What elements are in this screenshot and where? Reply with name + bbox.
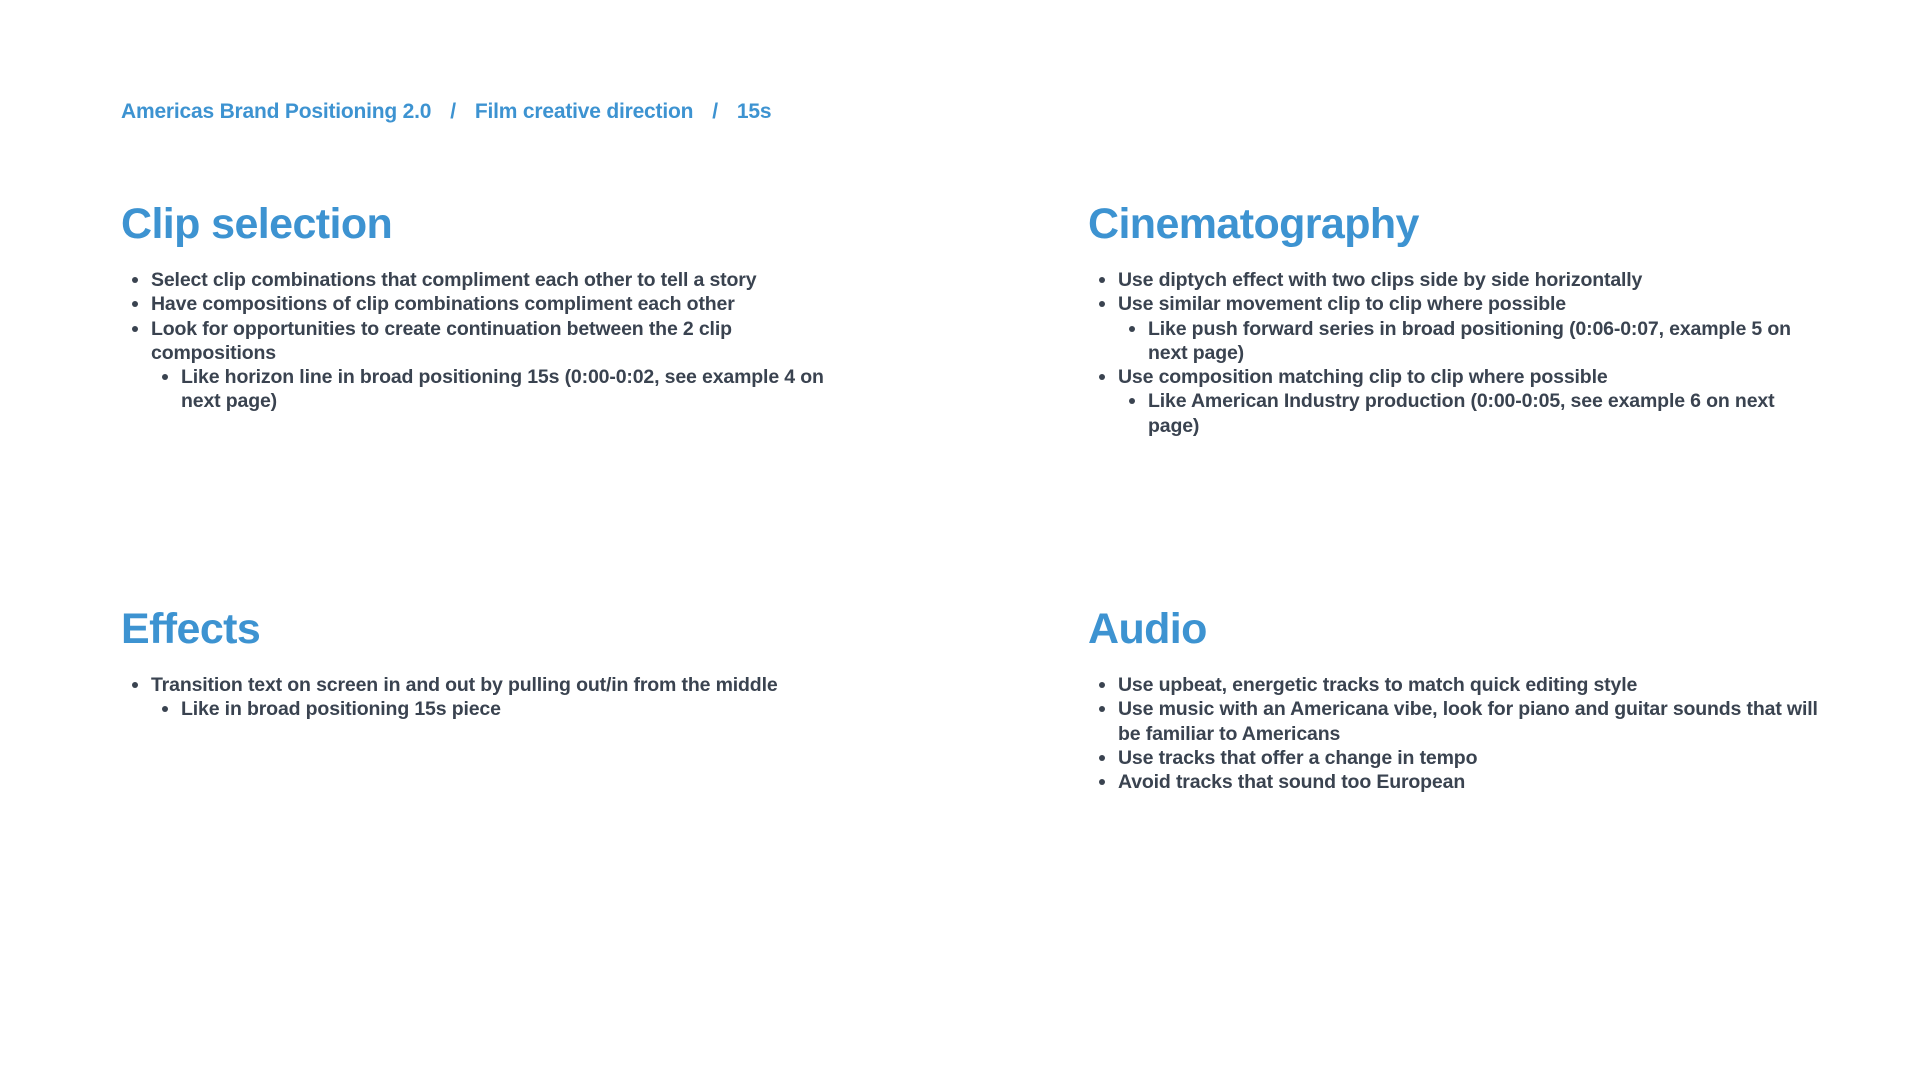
breadcrumb-item-15s: 15s	[736, 100, 772, 123]
audio-section	[1088, 603, 1828, 794]
sub-list-item: Like American Industry production (0:00-0:05, see example 6 on next page)	[1118, 389, 1828, 438]
sub-list-item: Like in broad positioning 15s piece	[151, 697, 861, 721]
list-item: Select clip combinations that compliment each other to tell a story	[121, 268, 861, 292]
cinematography-heading: Cinematography	[1088, 200, 1419, 248]
sub-list-item: Like push forward series in broad positioning (0:06-0:07, example 5 on next page)	[1118, 317, 1828, 366]
list-item: Use music with an Americana vibe, look for piano and guitar sounds that will be familiar to Americans	[1088, 697, 1828, 746]
cinematography-list	[1088, 268, 1828, 438]
list-item: Transition text on screen in and out by pulling out/in from the middle	[121, 673, 861, 697]
effects-list	[121, 673, 861, 722]
list-item: Have compositions of clip combinations compliment each other	[121, 292, 861, 316]
audio-list	[1088, 673, 1828, 794]
list-item: Avoid tracks that sound too European	[1088, 770, 1828, 794]
audio-heading: Audio	[1088, 605, 1207, 653]
cinematography-section	[1088, 198, 1828, 438]
sub-list-item: Like horizon line in broad positioning 15s (0:00-0:02, see example 4 on next page)	[151, 365, 861, 414]
clip-selection-heading: Clip selection	[121, 200, 393, 248]
clip-selection-section	[121, 198, 861, 414]
list-item: Use upbeat, energetic tracks to match quick editing style	[1088, 673, 1828, 697]
breadcrumb-separator: /	[712, 100, 718, 123]
breadcrumb-separator: /	[450, 100, 456, 123]
effects-section	[121, 603, 861, 722]
breadcrumb-item-brand-positioning[interactable]: Americas Brand Positioning 2.0	[121, 100, 432, 123]
effects-heading: Effects	[121, 605, 261, 653]
clip-selection-list	[121, 268, 861, 414]
list-item: Look for opportunities to create continuation between the 2 clip compositions	[121, 317, 861, 366]
list-item: Use diptych effect with two clips side by side horizontally	[1088, 268, 1828, 292]
breadcrumb-item-film-creative-direction[interactable]: Film creative direction	[474, 100, 694, 123]
breadcrumb	[121, 100, 771, 124]
list-item: Use composition matching clip to clip where possible	[1088, 365, 1828, 389]
list-item: Use similar movement clip to clip where possible	[1088, 292, 1828, 316]
list-item: Use tracks that offer a change in tempo	[1088, 746, 1828, 770]
